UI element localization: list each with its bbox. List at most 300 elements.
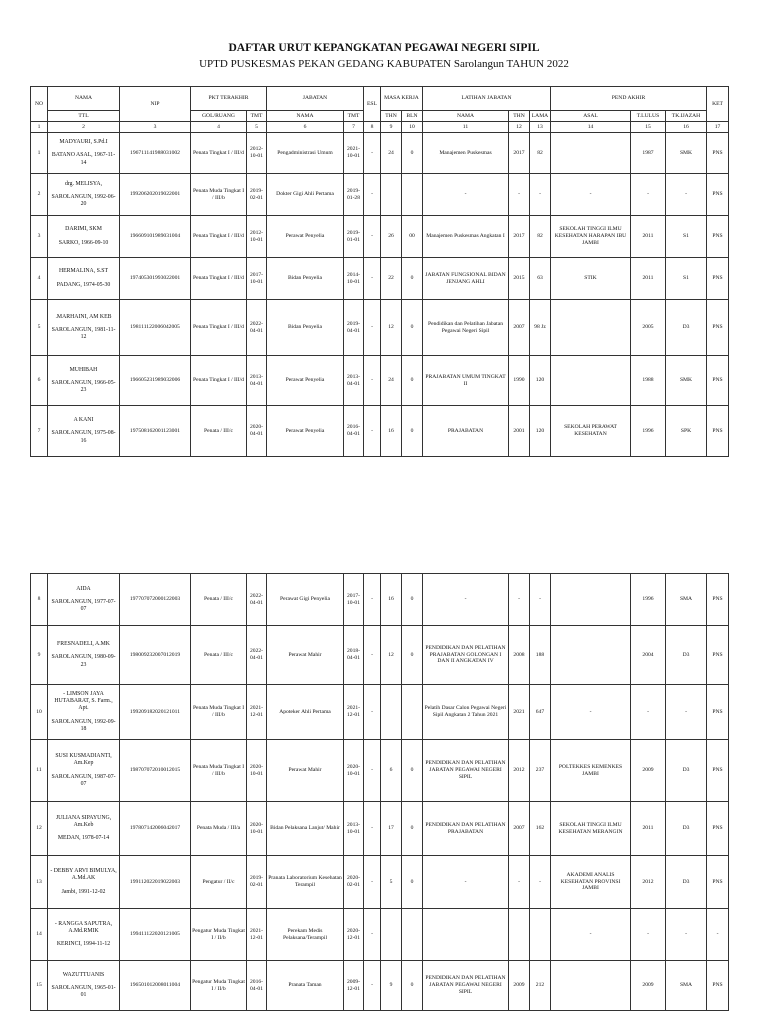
col-tmt: TMT <box>247 111 267 122</box>
cell-bln: 0 <box>402 961 423 1011</box>
cell-nip: 196711141988031002 <box>120 133 191 174</box>
cell-lulus: 2004 <box>631 626 666 685</box>
column-number: 10 <box>402 122 423 133</box>
cell-lulus: - <box>631 685 666 740</box>
cell-jab: Perawat Penyelia <box>267 216 344 258</box>
cell-nip: 199209182020121011 <box>120 685 191 740</box>
cell-bln: 0 <box>402 356 423 406</box>
table-row <box>31 258 729 300</box>
cell-lulus: 2011 <box>631 258 666 300</box>
cell-no: 9 <box>31 626 48 685</box>
cell-lulus: - <box>631 174 666 216</box>
document-title: DAFTAR URUT KEPANGKATAN PEGAWAI NEGERI SIPIL <box>228 42 540 54</box>
cell-bln <box>402 685 423 740</box>
cell-bln: 0 <box>402 626 423 685</box>
cell-lat: PENDIDIKAN DAN PELATIHAN PRAJABATAN GOLONGAN I DAN II ANGKATAN IV <box>423 626 509 685</box>
cell-lat <box>423 909 509 961</box>
cell-lama: 63 <box>530 258 551 300</box>
col-bln: BLN <box>402 111 423 122</box>
cell-esl: - <box>364 856 381 909</box>
cell-lulus: 1987 <box>631 133 666 174</box>
employee-name: HERMALINA, S.ST <box>58 268 109 275</box>
cell-esl: - <box>364 961 381 1011</box>
employee-name: .MARHAINI, AM KEB <box>55 313 112 320</box>
cell-lama: 82 <box>530 133 551 174</box>
cell-gol: Penata Tingkat I / III/d <box>191 300 247 356</box>
col-lama: LAMA <box>530 111 551 122</box>
cell-ket: PNS <box>707 258 729 300</box>
cell-bln: 00 <box>402 216 423 258</box>
cell-jab: Perawat Penyelia <box>267 356 344 406</box>
column-number: 3 <box>120 122 191 133</box>
cell-ijazah: SMK <box>666 133 707 174</box>
table-row <box>31 216 729 258</box>
cell-jtmt: 2021-12-01 <box>344 685 364 740</box>
cell-no: 15 <box>31 961 48 1011</box>
cell-lama: 98 Jz <box>530 300 551 356</box>
column-number: 12 <box>509 122 530 133</box>
employee-name: drg. MELISYA, <box>64 180 103 187</box>
cell-nama-ttl <box>48 300 120 356</box>
cell-ket: PNS <box>707 626 729 685</box>
cell-bln: 0 <box>402 300 423 356</box>
cell-tmt: 2019-02-01 <box>247 174 267 216</box>
cell-ijazah: - <box>666 909 707 961</box>
cell-tmt: 2012-10-01 <box>247 216 267 258</box>
table-row <box>31 802 729 856</box>
cell-nip: 197405301993022001 <box>120 258 191 300</box>
table-row <box>31 406 729 457</box>
cell-esl: - <box>364 216 381 258</box>
cell-jtmt: 2014-10-01 <box>344 258 364 300</box>
cell-asal <box>551 300 631 356</box>
cell-lulus: 2009 <box>631 740 666 802</box>
cell-gol: Penata Tingkat I / III/d <box>191 133 247 174</box>
cell-esl: - <box>364 356 381 406</box>
cell-lat: Manajemen Puskesmas Angkatan I <box>423 216 509 258</box>
table-row <box>31 740 729 802</box>
cell-tmt: 2012-10-01 <box>247 133 267 174</box>
table-row <box>31 174 729 216</box>
cell-jtmt: 2017-10-01 <box>344 574 364 626</box>
cell-esl: - <box>364 174 381 216</box>
cell-jab: Bidan Penyelia <box>267 300 344 356</box>
cell-lthn: 2001 <box>509 406 530 457</box>
col-jab-tmt: TMT <box>344 111 364 122</box>
cell-asal <box>551 626 631 685</box>
personnel-table-2 <box>30 573 729 1011</box>
cell-nama-ttl <box>48 258 120 300</box>
cell-thn: 24 <box>381 356 402 406</box>
column-number: 1 <box>31 122 48 133</box>
cell-ket: - <box>707 909 729 961</box>
cell-tmt: 2022-04-01 <box>247 300 267 356</box>
birth-place-date: SAROLANGUN, 1981-11-12 <box>51 326 116 341</box>
column-number: 8 <box>364 122 381 133</box>
cell-lama: 82 <box>530 216 551 258</box>
cell-thn: 24 <box>381 133 402 174</box>
cell-nama-ttl <box>48 740 120 802</box>
cell-nama-ttl <box>48 909 120 961</box>
cell-asal: SEKOLAH TINGGI ILMU KESEHATAN HARAPAN IBU JAMBI <box>551 216 631 258</box>
cell-jtmt: 2013-10-01 <box>344 802 364 856</box>
cell-esl: - <box>364 133 381 174</box>
cell-nama-ttl <box>48 574 120 626</box>
cell-asal: STIK <box>551 258 631 300</box>
cell-asal <box>551 961 631 1011</box>
column-number: 4 <box>191 122 247 133</box>
cell-lat: - <box>423 574 509 626</box>
cell-tmt: 2013-04-01 <box>247 356 267 406</box>
col-asal: ASAL <box>551 111 631 122</box>
cell-lat: - <box>423 174 509 216</box>
cell-no: 14 <box>31 909 48 961</box>
cell-jab: Perawat Mahir <box>267 740 344 802</box>
cell-lama: - <box>530 856 551 909</box>
column-number: 17 <box>707 122 729 133</box>
birth-place-date: PADANG, 1974-05-30 <box>56 281 111 288</box>
birth-place-date: SAROLANGUN, 1992-09-18 <box>51 718 116 732</box>
cell-nip: 198009232007012019 <box>120 626 191 685</box>
cell-bln <box>402 174 423 216</box>
cell-nip: 199112022019022003 <box>120 856 191 909</box>
column-number: 6 <box>267 122 344 133</box>
cell-gol: Pengatur / II/c <box>191 856 247 909</box>
cell-lulus: - <box>631 909 666 961</box>
employee-name: - DEBBY ARVI BIMULYA, A.Md.AK <box>50 868 117 882</box>
cell-lama: - <box>530 574 551 626</box>
birth-place-date: SAROLANGUN, 1966-05-23 <box>51 379 116 394</box>
cell-tmt: 2017-10-01 <box>247 258 267 300</box>
employee-name: - LIMSON JAYA HUTABARAT, S. Farm., Apt. <box>54 690 113 712</box>
col-masa: MASA KERJA <box>381 87 423 111</box>
column-number: 15 <box>631 122 666 133</box>
cell-asal: SEKOLAH PERAWAT KESEHATAN <box>551 406 631 457</box>
cell-nama-ttl <box>48 626 120 685</box>
cell-nama-ttl <box>48 802 120 856</box>
cell-esl: - <box>364 740 381 802</box>
employee-name: FRESNADELI, A.MK <box>57 641 110 648</box>
cell-ijazah: SMK <box>666 356 707 406</box>
cell-asal: - <box>551 685 631 740</box>
cell-ket: PNS <box>707 802 729 856</box>
document-subtitle: UPTD PUSKESMAS PEKAN GEDANG KABUPATEN Sarolangun TAHUN 2022 <box>199 58 569 70</box>
cell-jab: Pranata Taman <box>267 961 344 1011</box>
cell-jtmt: 2020-12-01 <box>344 909 364 961</box>
column-number-row <box>31 122 729 133</box>
cell-gol: Penata / III/c <box>191 626 247 685</box>
cell-jtmt: 2009-12-01 <box>344 961 364 1011</box>
cell-thn <box>381 685 402 740</box>
cell-tmt: 2020-04-01 <box>247 406 267 457</box>
birth-place-date: SAROLANGUN, 1977-07-07 <box>51 598 116 613</box>
cell-ket: PNS <box>707 356 729 406</box>
cell-asal <box>551 574 631 626</box>
cell-nip: 199206202019022001 <box>120 174 191 216</box>
birth-place-date: MEDAN, 1978-07-14 <box>57 835 110 842</box>
cell-nip: 197807142006042017 <box>120 802 191 856</box>
cell-thn <box>381 909 402 961</box>
table-row <box>31 356 729 406</box>
cell-ijazah: SPK <box>666 406 707 457</box>
cell-lat: PENDIDIKAN DAN PELATIHAN PRAJABATAN <box>423 802 509 856</box>
cell-no: 12 <box>31 802 48 856</box>
cell-lthn: 2009 <box>509 961 530 1011</box>
cell-lama: 120 <box>530 406 551 457</box>
col-ttl: TTL <box>48 111 120 122</box>
cell-ijazah: SMA <box>666 574 707 626</box>
cell-jtmt: 2016-04-01 <box>344 406 364 457</box>
col-nip: NIP <box>120 87 191 122</box>
table-row <box>31 574 729 626</box>
cell-ket: PNS <box>707 856 729 909</box>
col-thn: THN <box>381 111 402 122</box>
cell-lama <box>530 909 551 961</box>
cell-lthn: - <box>509 856 530 909</box>
col-pend: PEND AKHIR <box>551 87 707 111</box>
table-row <box>31 133 729 174</box>
cell-gol: Penata Tingkat I / III/d <box>191 216 247 258</box>
cell-gol: Penata / III/c <box>191 406 247 457</box>
cell-lthn: - <box>509 174 530 216</box>
cell-lthn: 2021 <box>509 685 530 740</box>
column-number: 2 <box>48 122 120 133</box>
col-ket: KET <box>707 87 729 122</box>
cell-asal: AKADEMI ANALIS KESEHATAN PROVINSI JAMBI <box>551 856 631 909</box>
cell-gol: Pengatur Muda Tingkat I / II/b <box>191 961 247 1011</box>
cell-esl: - <box>364 406 381 457</box>
cell-lthn: 2017 <box>509 133 530 174</box>
cell-ket: PNS <box>707 300 729 356</box>
cell-tmt: 2019-02-01 <box>247 856 267 909</box>
cell-bln <box>402 909 423 961</box>
cell-lulus: 1988 <box>631 356 666 406</box>
employee-name: DARIMI, SKM <box>65 226 102 233</box>
cell-thn: 22 <box>381 258 402 300</box>
column-number: 13 <box>530 122 551 133</box>
cell-lama: 120 <box>530 356 551 406</box>
cell-lthn: 2012 <box>509 740 530 802</box>
cell-nip: 196501012008011004 <box>120 961 191 1011</box>
cell-bln: 0 <box>402 856 423 909</box>
cell-lat: Pendidikan dan Pelatihan Jabatan Pegawai Negeri Sipil <box>423 300 509 356</box>
cell-ket: PNS <box>707 574 729 626</box>
cell-esl: - <box>364 626 381 685</box>
cell-tmt: 2022-04-01 <box>247 574 267 626</box>
cell-ket: PNS <box>707 174 729 216</box>
cell-nama-ttl <box>48 216 120 258</box>
cell-ijazah: - <box>666 685 707 740</box>
cell-lulus: 1996 <box>631 574 666 626</box>
table-row <box>31 961 729 1011</box>
cell-thn: 5 <box>381 856 402 909</box>
cell-jtmt: 2018-04-01 <box>344 626 364 685</box>
cell-ket: PNS <box>707 961 729 1011</box>
column-number: 9 <box>381 122 402 133</box>
cell-ket: PNS <box>707 133 729 174</box>
cell-lat: PENDIDIKAN DAN PELATIHAN JABATAN PEGAWAI NEGERI SIPIL <box>423 961 509 1011</box>
table-row <box>31 626 729 685</box>
cell-no: 7 <box>31 406 48 457</box>
cell-asal: - <box>551 909 631 961</box>
cell-no: 8 <box>31 574 48 626</box>
birth-place-date: KERINCI, 1994-11-12 <box>56 941 111 948</box>
cell-bln: 0 <box>402 258 423 300</box>
cell-lama: 647 <box>530 685 551 740</box>
employee-name: MADYAURI, S.Pd.I <box>59 139 108 146</box>
column-number: 14 <box>551 122 631 133</box>
cell-asal: SEKOLAH TINGGI ILMU KESEHATAN MERANGIN <box>551 802 631 856</box>
employee-name: AIDA <box>76 585 91 592</box>
cell-jab: Perawat Penyelia <box>267 406 344 457</box>
cell-ijazah: S1 <box>666 258 707 300</box>
cell-jab: Perawat Mahir <box>267 626 344 685</box>
cell-lama: - <box>530 174 551 216</box>
cell-jtmt: 2019-01-01 <box>344 216 364 258</box>
cell-tmt: 2021-12-01 <box>247 909 267 961</box>
cell-lulus: 2011 <box>631 216 666 258</box>
cell-nip: 198707072010012015 <box>120 740 191 802</box>
cell-bln: 0 <box>402 406 423 457</box>
cell-ijazah: D3 <box>666 802 707 856</box>
cell-esl: - <box>364 685 381 740</box>
birth-place-date: SARKO, 1966-09-10 <box>58 239 109 246</box>
cell-lat: Manajemen Puskesmas <box>423 133 509 174</box>
cell-jab: Apoteker Ahli Pertama <box>267 685 344 740</box>
col-no: NO <box>31 87 48 122</box>
cell-nama-ttl <box>48 133 120 174</box>
cell-gol: Pengatur Muda Tingkat I / II/b <box>191 909 247 961</box>
cell-nip: 197707072000122003 <box>120 574 191 626</box>
column-number: 5 <box>247 122 267 133</box>
cell-thn: 16 <box>381 406 402 457</box>
cell-ijazah: D3 <box>666 740 707 802</box>
cell-lthn: 2007 <box>509 300 530 356</box>
cell-gol: Penata Muda Tingkat I / III/b <box>191 740 247 802</box>
cell-gol: Penata Muda / III/a <box>191 802 247 856</box>
col-nama: NAMA <box>48 87 120 111</box>
cell-jab: Pengadministrasi Umum <box>267 133 344 174</box>
personnel-table-1 <box>30 86 729 457</box>
cell-tmt: 2020-10-01 <box>247 740 267 802</box>
cell-nama-ttl <box>48 856 120 909</box>
cell-esl: - <box>364 909 381 961</box>
birth-place-date: SAROLANGUN, 1980-09-23 <box>51 654 116 668</box>
cell-lat: PENDIDIKAN DAN PELATIHAN JABATAN PEGAWAI NEGERI SIPIL <box>423 740 509 802</box>
column-number: 11 <box>423 122 509 133</box>
employee-name: MUHIBAH <box>69 366 98 373</box>
cell-lama: 162 <box>530 802 551 856</box>
cell-lat: Pelatih Dasar Calon Pegawai Negeri Sipil Angkatan 2 Tahun 2021 <box>423 685 509 740</box>
cell-no: 4 <box>31 258 48 300</box>
cell-thn: 12 <box>381 626 402 685</box>
cell-bln: 0 <box>402 574 423 626</box>
cell-no: 13 <box>31 856 48 909</box>
cell-lthn: 2007 <box>509 802 530 856</box>
col-gol: GOL/RUANG <box>191 111 247 122</box>
cell-gol: Penata Muda Tingkat I / III/b <box>191 174 247 216</box>
cell-no: 1 <box>31 133 48 174</box>
col-pkt: PKT TERAKHIR <box>191 87 267 111</box>
cell-no: 10 <box>31 685 48 740</box>
birth-place-date: Jambi, 1991-12-02 <box>61 888 106 895</box>
cell-nama-ttl <box>48 961 120 1011</box>
employee-name: - RANGGA SAPUTRA, A.Md.RMIK <box>54 920 113 934</box>
table-row <box>31 909 729 961</box>
cell-thn: 16 <box>381 574 402 626</box>
cell-lat: JABATAN FUNGSIONAL BIDAN JENJANG AHLI <box>423 258 509 300</box>
cell-lthn: 2017 <box>509 216 530 258</box>
cell-gol: Penata / III/c <box>191 574 247 626</box>
cell-lama: 188 <box>530 626 551 685</box>
cell-jab: Pranata Laboratorium Kesehatan Terampil <box>267 856 344 909</box>
cell-jab: Perawat Gigi Penyelia <box>267 574 344 626</box>
cell-jtmt: 2020-02-01 <box>344 856 364 909</box>
column-number: 16 <box>666 122 707 133</box>
cell-jab: Bidan Pelaksana Lanjut/ Mahir <box>267 802 344 856</box>
cell-thn: 6 <box>381 740 402 802</box>
col-lat-thn: THN <box>509 111 530 122</box>
cell-thn <box>381 174 402 216</box>
cell-lthn: 1990 <box>509 356 530 406</box>
cell-jab: Dokter Gigi Ahli Pertama <box>267 174 344 216</box>
cell-esl: - <box>364 300 381 356</box>
cell-nip: 197508162001123001 <box>120 406 191 457</box>
cell-nip: 198111122006042005 <box>120 300 191 356</box>
cell-asal <box>551 133 631 174</box>
cell-lat: - <box>423 856 509 909</box>
cell-no: 11 <box>31 740 48 802</box>
cell-nip: 199411122020121005 <box>120 909 191 961</box>
cell-tmt: 2022-04-01 <box>247 626 267 685</box>
cell-ijazah: D3 <box>666 626 707 685</box>
birth-place-date: SAROLANGUN, 1987-07-07 <box>51 773 116 787</box>
birth-place-date: BATANO ASAL, 1967-11-14 <box>51 152 116 166</box>
cell-ket: PNS <box>707 216 729 258</box>
cell-ket: PNS <box>707 740 729 802</box>
cell-tmt: 2021-12-01 <box>247 685 267 740</box>
cell-thn: 12 <box>381 300 402 356</box>
cell-nip: 196609101989031004 <box>120 216 191 258</box>
cell-esl: - <box>364 574 381 626</box>
table-row <box>31 685 729 740</box>
cell-lthn <box>509 909 530 961</box>
employee-name: SUSI KUSMADIANTI, Am.Kep <box>55 753 112 767</box>
cell-tmt: 2016-04-01 <box>247 961 267 1011</box>
col-tkijazah: TK.IJAZAH <box>666 111 707 122</box>
birth-place-date: SAROLANGUN, 1975-08-16 <box>51 430 116 444</box>
cell-asal: POLTEKKES KEMENKES JAMBI <box>551 740 631 802</box>
cell-ijazah: - <box>666 174 707 216</box>
cell-jab: Perekam Medis Pelaksana/Terampil <box>267 909 344 961</box>
cell-no: 3 <box>31 216 48 258</box>
table-row <box>31 856 729 909</box>
cell-bln: 0 <box>402 133 423 174</box>
cell-lulus: 2012 <box>631 856 666 909</box>
cell-lama: 212 <box>530 961 551 1011</box>
cell-jab: Bidan Penyelia <box>267 258 344 300</box>
cell-gol: Penata Muda Tingkat I / III/b <box>191 685 247 740</box>
cell-gol: Penata Tingkat I / III/d <box>191 258 247 300</box>
col-jabatan: JABATAN <box>267 87 364 111</box>
cell-jtmt: 2019-01-28 <box>344 174 364 216</box>
cell-ijazah: D3 <box>666 856 707 909</box>
col-lat-nama: NAMA <box>423 111 509 122</box>
cell-ijazah: S1 <box>666 216 707 258</box>
cell-nama-ttl <box>48 685 120 740</box>
cell-asal <box>551 356 631 406</box>
cell-ket: PNS <box>707 685 729 740</box>
